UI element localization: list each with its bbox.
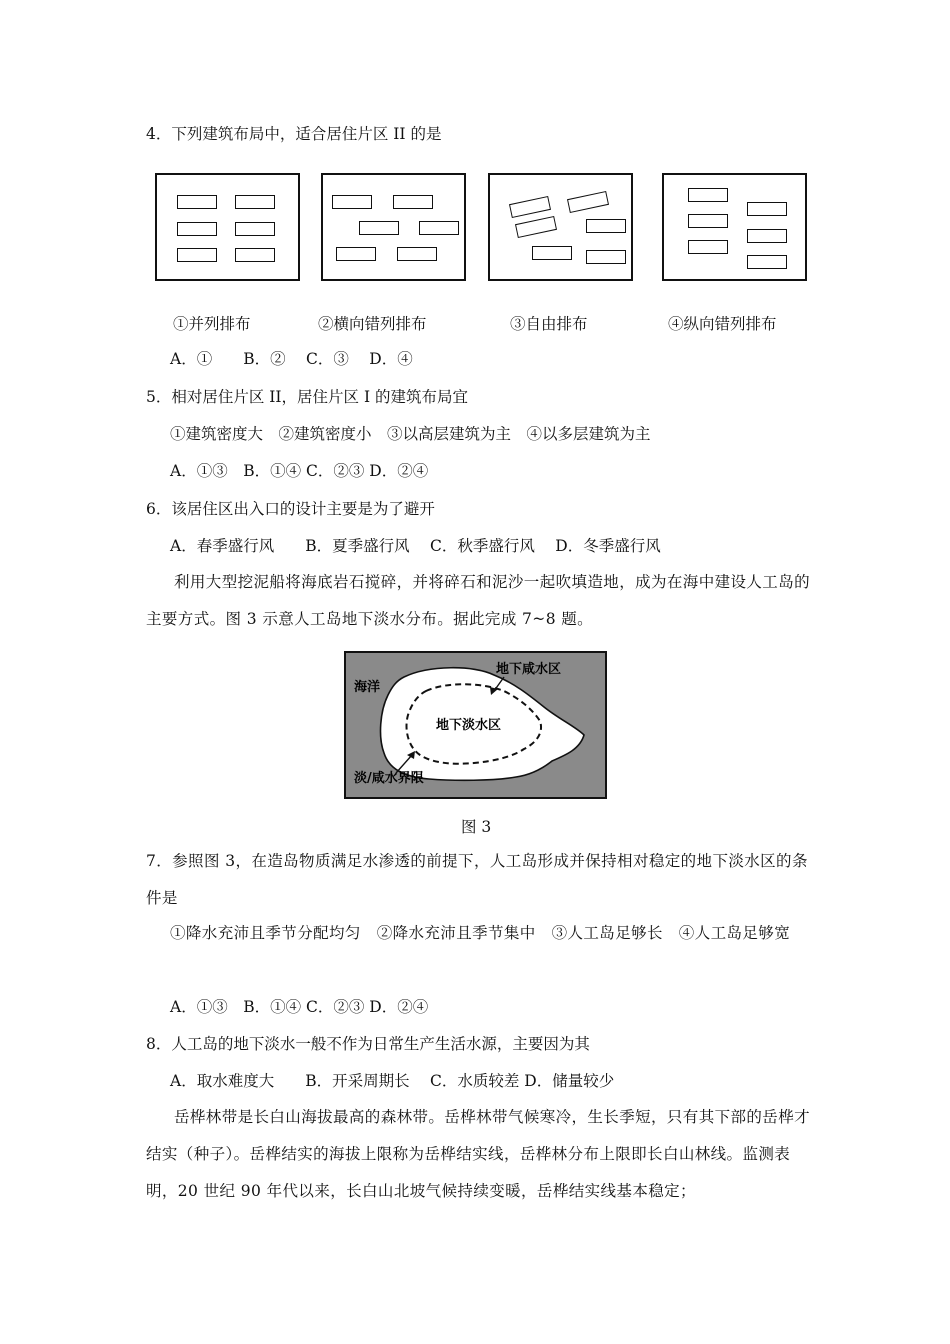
figure-3-caption: 图 3 (461, 818, 492, 836)
layout-diagram-vertical-staggered (662, 173, 807, 281)
building (586, 219, 626, 233)
building (688, 240, 728, 254)
layout-caption-3: ③自由排布 (510, 315, 588, 333)
layout-diagram-parallel (155, 173, 300, 281)
layout-caption-4: ④纵向错列排布 (668, 315, 777, 333)
label-ocean: 海洋 (354, 680, 381, 695)
q7-items: ①降水充沛且季节分配均匀 ②降水充沛且季节集中 ③人工岛足够长 ④人工岛足够宽 (170, 924, 791, 942)
building (747, 202, 787, 216)
building (177, 222, 217, 236)
building (393, 195, 433, 209)
q8-stem: 8．人工岛的地下淡水一般不作为日常生产生活水源，主要因为其 (146, 1035, 590, 1053)
layout-diagram-horizontal-staggered (321, 173, 466, 281)
q5-stem: 5．相对居住片区 II，居住片区 I 的建筑布局宜 (146, 388, 469, 406)
q6-options: A．春季盛行风 B．夏季盛行风 C．秋季盛行风 D．冬季盛行风 (170, 537, 661, 555)
intro-paragraph-artificial-island: 利用大型挖泥船将海底岩石搅碎，并将碎石和泥沙一起吹填造地，成为在海中建设人工岛的主要方式。图 3 示意人工岛地下淡水分布。据此完成 7~8 题。 (146, 573, 811, 628)
q4-options: A．① B．② C．③ D．④ (170, 350, 413, 368)
building (532, 246, 572, 260)
figure-3-map (344, 651, 607, 799)
layout-diagram-free (488, 173, 633, 281)
label-saltwater-area: 地下咸水区 (496, 662, 562, 677)
label-freshwater-area: 地下淡水区 (436, 718, 502, 733)
q6-stem: 6．该居住区出入口的设计主要是为了避开 (146, 500, 435, 518)
layout-caption-2: ②横向错列排布 (318, 315, 427, 333)
label-boundary: 淡/咸水界限 (354, 771, 424, 786)
building (747, 229, 787, 243)
building (359, 221, 399, 235)
q5-options: A．①③ B．①④ C．②③ D．②④ (170, 462, 429, 480)
layout-caption-1: ①并列排布 (173, 315, 251, 333)
building (688, 188, 728, 202)
building (235, 222, 275, 236)
building (177, 248, 217, 262)
building (509, 196, 551, 218)
building (332, 195, 372, 209)
building (567, 191, 609, 213)
q7-options: A．①③ B．①④ C．②③ D．②④ (170, 998, 429, 1016)
building (688, 214, 728, 228)
building (235, 248, 275, 262)
building (397, 247, 437, 261)
building (419, 221, 459, 235)
building (586, 250, 626, 264)
q4-stem: 4．下列建筑布局中，适合居住片区 II 的是 (146, 125, 442, 143)
building (235, 195, 275, 209)
intro-paragraph-birch-forest: 岳桦林带是长白山海拔最高的森林带。岳桦林带气候寒冷，生长季短，只有其下部的岳桦才结实（种子）。岳桦结实的海拔上限称为岳桦结实线，岳桦林分布上限即长白山林线。监测表明，20 世纪 90 年代以来，长白山北坡气候持续变暖，岳桦结实线基本稳定； (146, 1108, 811, 1200)
q7-stem: 7．参照图 3，在造岛物质满足水渗透的前提下，人工岛形成并保持相对稳定的地下淡水区的条件是 (146, 852, 808, 907)
q5-items: ①建筑密度大 ②建筑密度小 ③以高层建筑为主 ④以多层建筑为主 (170, 425, 651, 443)
building (747, 255, 787, 269)
building (177, 195, 217, 209)
building (515, 216, 557, 238)
q8-options: A．取水难度大 B．开采周期长 C．水质较差 D．储量较少 (170, 1072, 615, 1090)
building (336, 247, 376, 261)
